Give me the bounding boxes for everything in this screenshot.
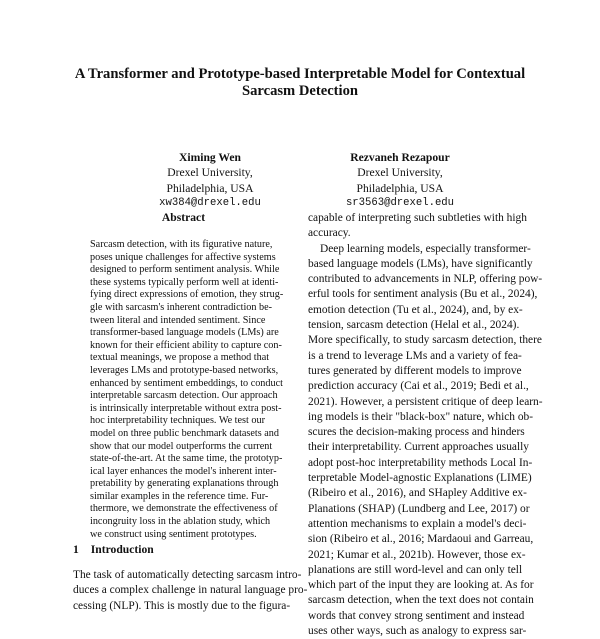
author-name: Ximing Wen <box>179 151 241 164</box>
text-line: uses other ways, such as analogy to express sar- <box>308 625 527 638</box>
text-line: pretability by generating explanations through <box>90 478 279 490</box>
text-line: ing models is their "black-box" nature, which ob- <box>308 410 534 423</box>
section-number: 1 <box>73 543 79 556</box>
text-line: duces a complex challenge in natural language pro- <box>73 584 308 597</box>
text-line: state-of-the-art. At the same time, the prototyp- <box>90 453 283 465</box>
text-line: tension, sarcasm detection (Helal et al., 2024). <box>308 319 520 332</box>
text-line: scures the decision-making process and hinders <box>308 426 525 439</box>
section-heading-introduction <box>73 543 154 556</box>
text-line: emotion detection (Tu et al., 2024), and, by ex- <box>308 303 523 316</box>
text-line: planations are still word-level and can only tell <box>308 563 523 576</box>
text-line: is a trend to leverage LMs and a variety of fea- <box>308 349 522 362</box>
text-line: adopt post-hoc interpretability methods Local In- <box>308 456 533 469</box>
text-line: accuracy. <box>308 227 351 240</box>
text-line: their interpretability. Current approaches usually <box>308 441 529 454</box>
text-line: erful tools for sentiment analysis (Bu et al., 2024), <box>308 288 538 301</box>
text-line: known for their efficient ability to capture con- <box>90 339 282 351</box>
text-line: Planations (SHAP) (Lundberg and Lee, 2017) or <box>308 502 530 515</box>
text-line: Sarcasm detection, with its figurative nature, <box>90 239 273 250</box>
author-block-1 <box>110 150 310 212</box>
text-line: terpretable Model-agnostic Explanations (LIME) <box>308 472 532 485</box>
paper-title <box>40 66 560 100</box>
text-line: show that our model outperforms the current <box>90 440 273 452</box>
author-affiliation: Drexel University, <box>167 166 253 180</box>
text-line: based language models (LMs), have significantly <box>308 257 533 270</box>
text-line: tures generated by different models to improve <box>308 364 522 377</box>
text-line: these systems typically perform well at identi- <box>90 276 279 288</box>
text-line: similar examples in the reference time. Fur- <box>90 490 269 502</box>
text-line: designed to perform sentiment analysis. While <box>90 264 280 276</box>
text-line: ical layer enhances the model's inherent inter- <box>90 465 277 477</box>
paper-title-line-1: A Transformer and Prototype-based Interpretable Model for Contextual <box>74 66 526 82</box>
author-block-2 <box>300 150 500 212</box>
text-line: 2021; Kumar et al., 2021b). However, those ex- <box>308 548 526 561</box>
text-line: (Ribeiro et al., 2016), and SHapley Additive ex- <box>308 487 527 500</box>
text-line: Deep learning models, especially transformer- <box>320 242 531 255</box>
author-location: Philadelphia, USA <box>166 181 254 195</box>
text-line: hoc interpretability techniques. We test our <box>90 415 265 427</box>
text-line: which part of the input they are looking at. As for <box>308 579 534 592</box>
text-line: capable of interpreting such subtleties with high <box>308 212 527 224</box>
abstract-body <box>90 239 284 541</box>
text-line: is intrinsically interpretable without extra post- <box>90 402 282 414</box>
introduction-body <box>73 568 308 614</box>
author-name: Rezvaneh Rezapour <box>350 151 450 164</box>
text-line: 2021). However, a persistent critique of deep learn- <box>308 395 543 408</box>
text-line: poses unique challenges for affective systems <box>90 251 276 263</box>
text-line: transformer-based language models (LMs) are <box>90 327 279 339</box>
paper-title-line-2: Sarcasm Detection <box>241 83 359 99</box>
section-title: Introduction <box>90 543 154 556</box>
text-line: leverages LMs and prototype-based networks, <box>90 364 279 376</box>
text-line: gle with sarcasm's inherent contradiction be- <box>90 301 273 313</box>
text-line: we construct using sentiment prototypes. <box>90 528 257 540</box>
text-line: model on three public benchmark datasets and <box>90 427 279 439</box>
text-line: fying direct expressions of emotion, they strug- <box>90 289 284 301</box>
text-line: incongruity loss in the ablation study, which <box>90 516 271 528</box>
author-affiliation: Drexel University, <box>357 166 443 180</box>
author-email: sr3563@drexel.edu <box>345 197 455 210</box>
text-line: textual meanings, we propose a method that <box>90 352 270 364</box>
text-line: tween literal and intended sentiment. Since <box>90 314 266 326</box>
text-line: prediction accuracy (Cai et al., 2019; Bedi et al., <box>308 380 529 393</box>
text-line: More specifically, to study sarcasm detection, there <box>308 334 542 347</box>
text-line: The task of automatically detecting sarcasm intro- <box>73 569 302 581</box>
text-line: attention mechanisms to explain a model's deci- <box>308 517 527 530</box>
text-line: cessing (NLP). This is mostly due to the figura- <box>73 599 291 612</box>
abstract-heading: Abstract <box>161 211 206 224</box>
text-line: enhanced by sentiment embeddings, to conduct <box>90 377 283 389</box>
text-line: sion (Ribeiro et al., 2016; Mardaoui and Garreau, <box>308 533 534 546</box>
text-line: words that convey strong sentiment and instead <box>308 609 525 622</box>
author-location: Philadelphia, USA <box>356 181 444 195</box>
text-line: sarcasm detection, when the text does not contain <box>308 594 534 607</box>
text-line: interpretable sarcasm detection. Our approach <box>90 390 278 402</box>
right-column-body <box>308 211 543 639</box>
text-line: thermore, we demonstrate the effectiveness of <box>90 503 278 515</box>
author-email: xw384@drexel.edu <box>159 197 261 210</box>
text-line: contributed to advancements in NLP, offering pow- <box>308 273 543 286</box>
